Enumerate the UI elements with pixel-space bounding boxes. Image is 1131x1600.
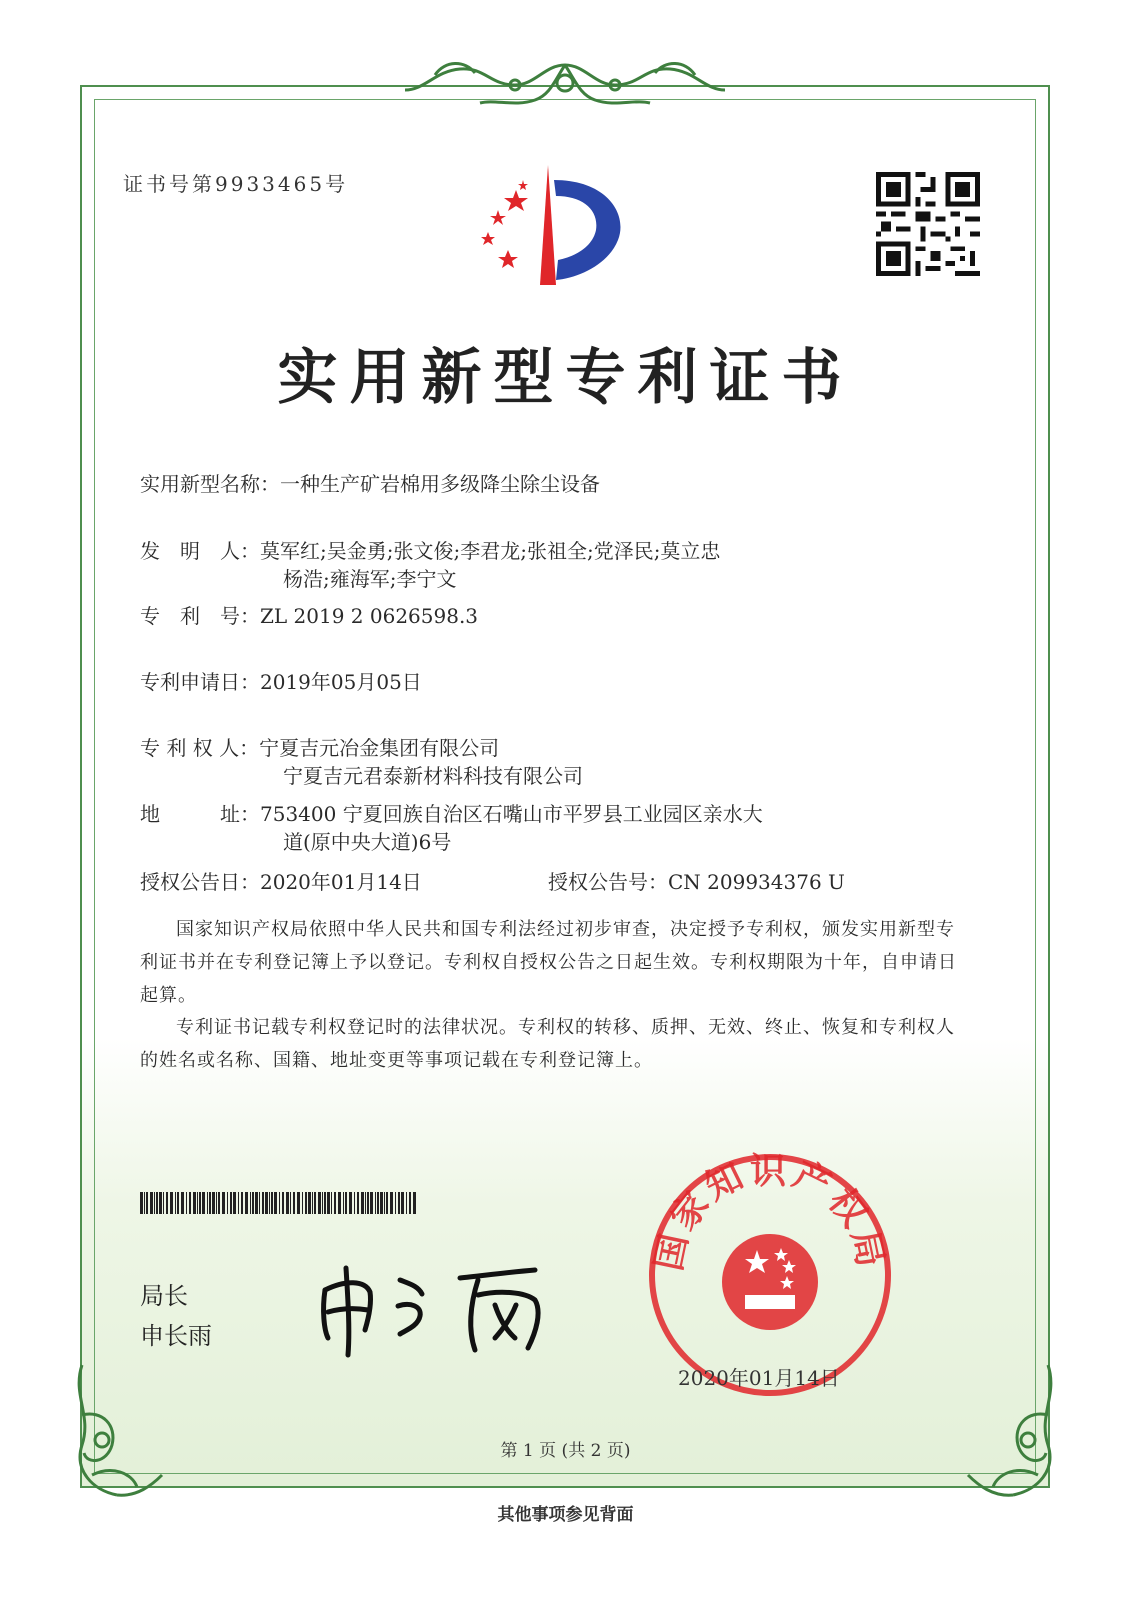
corner-ornament-right-icon [958,1355,1068,1505]
patent-number-value: ZL 2019 2 0626598.3 [260,604,479,628]
grant-date-row [140,866,422,895]
top-ornament-icon [395,55,735,117]
patentee-label: 专 利 权 人： [140,736,260,760]
patentee-value-line1: 宁夏吉元冶金集团有限公司 [259,736,500,760]
grant-number-value: CN 209934376 U [668,870,845,894]
grant-statement-paragraph: 国家知识产权局依照中华人民共和国专利法经过初步审查，决定授予专利权，颁发实用新型专利证书并在专利登记簿上予以登记。专利权自授权公告之日起生效。专利权期限为十年，自申请日起算。 [140,919,957,1006]
grant-number-label: 授权公告号： [548,870,668,894]
filing-date-value: 2019年05月05日 [260,670,422,694]
utility-name-value: 一种生产矿岩棉用多级降尘除尘设备 [280,472,600,496]
legal-status-paragraph: 专利证书记载专利权登记时的法律状况。专利权的转移、质押、无效、终止、恢复和专利权人的姓名或名称、国籍、地址变更等事项记载在专利登记簿上。 [140,1017,955,1071]
director-name: 申长雨 [140,1322,212,1350]
patent-number-label: 专 利 号： [140,604,260,628]
seal-date: 2020年01月14日 [678,1366,840,1390]
inventors-value-line1: 莫军红;吴金勇;张文俊;李君龙;张祖全;党泽民;莫立忠 [260,539,721,563]
patentee-row [140,732,499,761]
grant-number-row [548,866,845,895]
qr-code-icon [876,172,980,276]
patent-office-logo-icon [468,160,638,290]
patent-number-row [140,600,478,629]
patentee-value-line2: 宁夏吉元君泰新材料科技有限公司 [283,764,583,788]
director-title: 局长 [140,1282,188,1310]
address-value-line2: 道(原中央大道)6号 [283,830,452,854]
utility-name-label: 实用新型名称： [140,472,280,496]
grant-date-label: 授权公告日： [140,870,260,894]
back-side-note: 其他事项参见背面 [497,1505,634,1525]
address-label: 地 址： [140,802,260,826]
inventors-label: 发 明 人： [140,539,260,563]
address-value-line1: 753400 宁夏回族自治区石嘴山市平罗县工业园区亲水大 [260,802,763,826]
page-indicator: 第 1 页 (共 2 页) [500,1441,631,1461]
certificate-number: 证书号第9933465号 [123,172,349,196]
seal-text: 国家知识产权局 [648,1150,892,1275]
utility-name-row [140,468,600,497]
barcode-icon [140,1192,418,1214]
inventors-value-line2: 杨浩;雍海军;李宁文 [283,567,457,591]
director-signature-icon [310,1250,560,1360]
certificate-title: 实用新型专利证书 [277,343,854,413]
filing-date-row [140,666,422,695]
address-row [140,798,763,827]
grant-date-value: 2020年01月14日 [260,870,422,894]
inventors-row [140,535,720,564]
filing-date-label: 专利申请日： [140,670,260,694]
corner-ornament-left-icon [62,1355,172,1505]
